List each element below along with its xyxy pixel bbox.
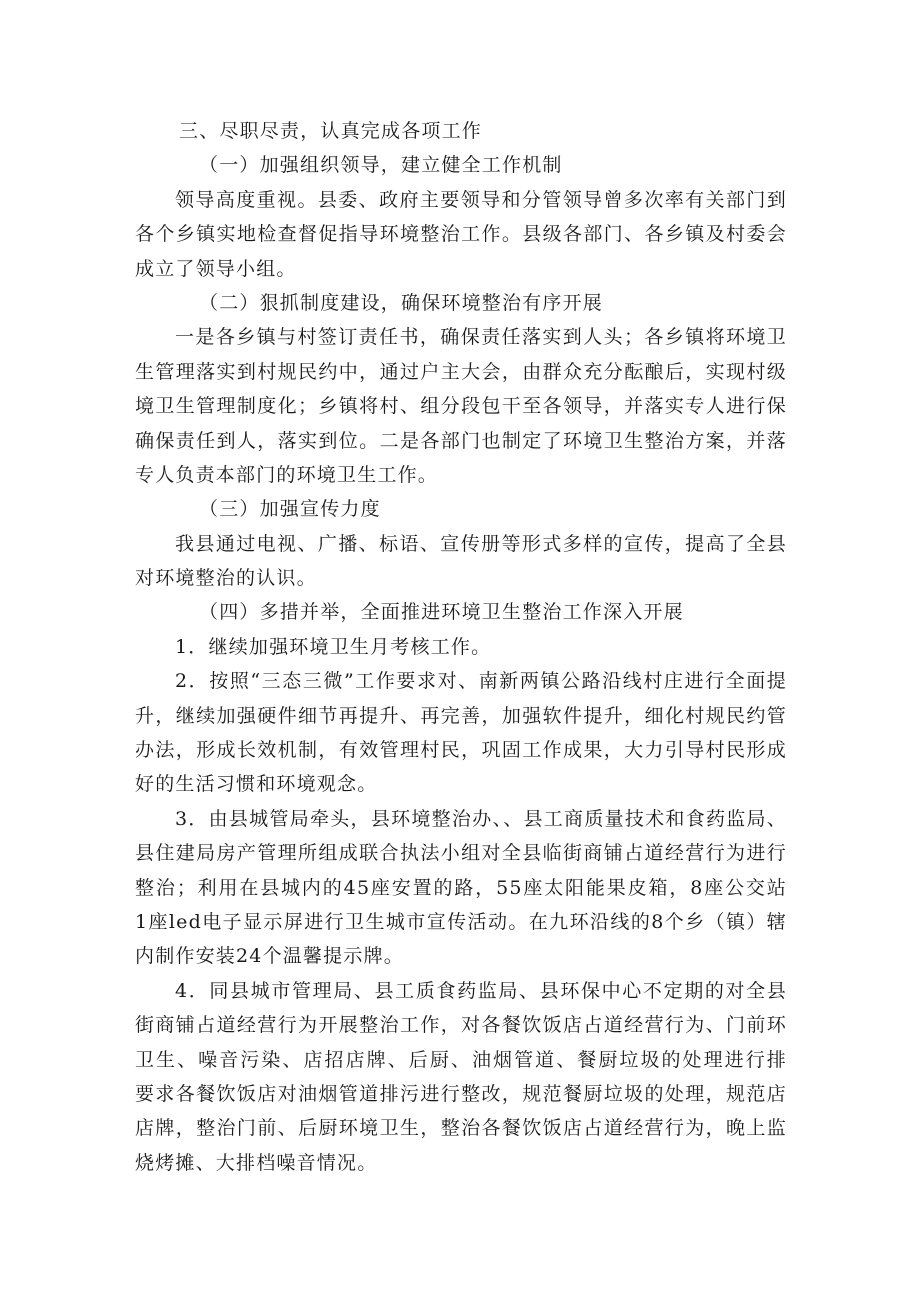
item-2 bbox=[135, 664, 787, 802]
text-line: 县住建局房产管理所组成联合执法小组对全县临街商铺占道经营行为进行 bbox=[135, 842, 787, 865]
text-line: （四）多措并举，全面推进环境卫生整治工作深入开展 bbox=[199, 601, 684, 624]
text-line: 三、尽职尽责，认真完成各项工作 bbox=[179, 120, 483, 142]
item-4 bbox=[135, 974, 787, 1180]
text-line: 整治；利用在县城内的45座安置的路，55座太阳能果皮箱，8座公交站 bbox=[135, 876, 787, 899]
para-system bbox=[135, 320, 787, 492]
text-line: 4．同县城市管理局、县工质食药监局、县环保中心不定期的对全县 bbox=[175, 979, 787, 1002]
text-line: 3．由县城管局牵头，县环境整治办、、县工商质量技术和食药监局、 bbox=[175, 807, 787, 830]
section-3-heading bbox=[135, 114, 787, 148]
text-line: （二）狠抓制度建设，确保环境整治有序开展 bbox=[199, 291, 604, 314]
subsection-2-heading bbox=[135, 286, 787, 320]
item-3 bbox=[135, 802, 787, 974]
text-line: 内制作安装24个温馨提示牌。 bbox=[135, 945, 404, 968]
text-line: 好的生活习惯和环境观念。 bbox=[135, 773, 378, 796]
para-publicity bbox=[135, 527, 787, 596]
subsection-1-heading bbox=[135, 148, 787, 182]
text-line: 成立了领导小组。 bbox=[135, 257, 297, 280]
para-leadership bbox=[135, 183, 787, 286]
text-line: 办法，形成长效机制，有效管理村民，巩固工作成果，大力引导村民形成 bbox=[135, 739, 787, 762]
text-line: 生管理落实到村规民约中，通过户主大会，由群众充分酝酿后，实现村级 bbox=[135, 360, 787, 383]
text-line: 烧烤摊、大排档噪音情况。 bbox=[135, 1151, 378, 1174]
text-line: 一是各乡镇与村签订责任书，确保责任落实到人头；各乡镇将环境卫 bbox=[175, 326, 787, 349]
text-line: 1．继续加强环境卫生月考核工作。 bbox=[175, 635, 492, 658]
subsection-4-heading bbox=[135, 595, 787, 629]
item-1 bbox=[135, 630, 787, 664]
text-line: 店牌，整治门前、后厨环境卫生，整治各餐饮饭店占道经营行为，晚上监 bbox=[135, 1117, 787, 1140]
text-line: 街商铺占道经营行为开展整治工作，对各餐饮饭店占道经营行为、门前环 bbox=[135, 1014, 787, 1037]
text-line: 专人负责本部门的环境卫生工作。 bbox=[135, 463, 439, 486]
document-body bbox=[135, 114, 787, 1180]
text-line: 各个乡镇实地检查督促指导环境整治工作。县级各部门、各乡镇及村委会 bbox=[135, 223, 787, 246]
text-line: 对环境整治的认识。 bbox=[135, 567, 317, 590]
text-line: 境卫生管理制度化；乡镇将村、组分段包干至各领导，并落实专人进行保 bbox=[135, 395, 787, 418]
subsection-3-heading bbox=[135, 492, 787, 526]
text-line: 领导高度重视。县委、政府主要领导和分管领导曾多次率有关部门到 bbox=[175, 188, 787, 211]
text-line: 2．按照“三态三微”工作要求对、南新两镇公路沿线村庄进行全面提 bbox=[175, 670, 787, 693]
text-line: （三）加强宣传力度 bbox=[199, 498, 381, 521]
text-line: （一）加强组织领导，建立健全工作机制 bbox=[199, 154, 563, 177]
text-line: 我县通过电视、广播、标语、宣传册等形式多样的宣传，提高了全县 bbox=[175, 532, 787, 555]
text-line: 确保责任到人，落实到位。二是各部门也制定了环境卫生整治方案，并落 bbox=[135, 429, 787, 452]
text-line: 1座led电子显示屏进行卫生城市宣传活动。在九环沿线的8个乡（镇）辖 bbox=[135, 910, 787, 933]
text-line: 升，继续加强硬件细节再提升、再完善，加强软件提升，细化村规民约管 bbox=[135, 704, 787, 727]
text-line: 卫生、噪音污染、店招店牌、后厨、油烟管道、餐厨垃圾的处理进行排 bbox=[135, 1048, 787, 1071]
text-line: 要求各餐饮饭店对油烟管道排污进行整改，规范餐厨垃圾的处理，规范店 bbox=[135, 1082, 787, 1105]
